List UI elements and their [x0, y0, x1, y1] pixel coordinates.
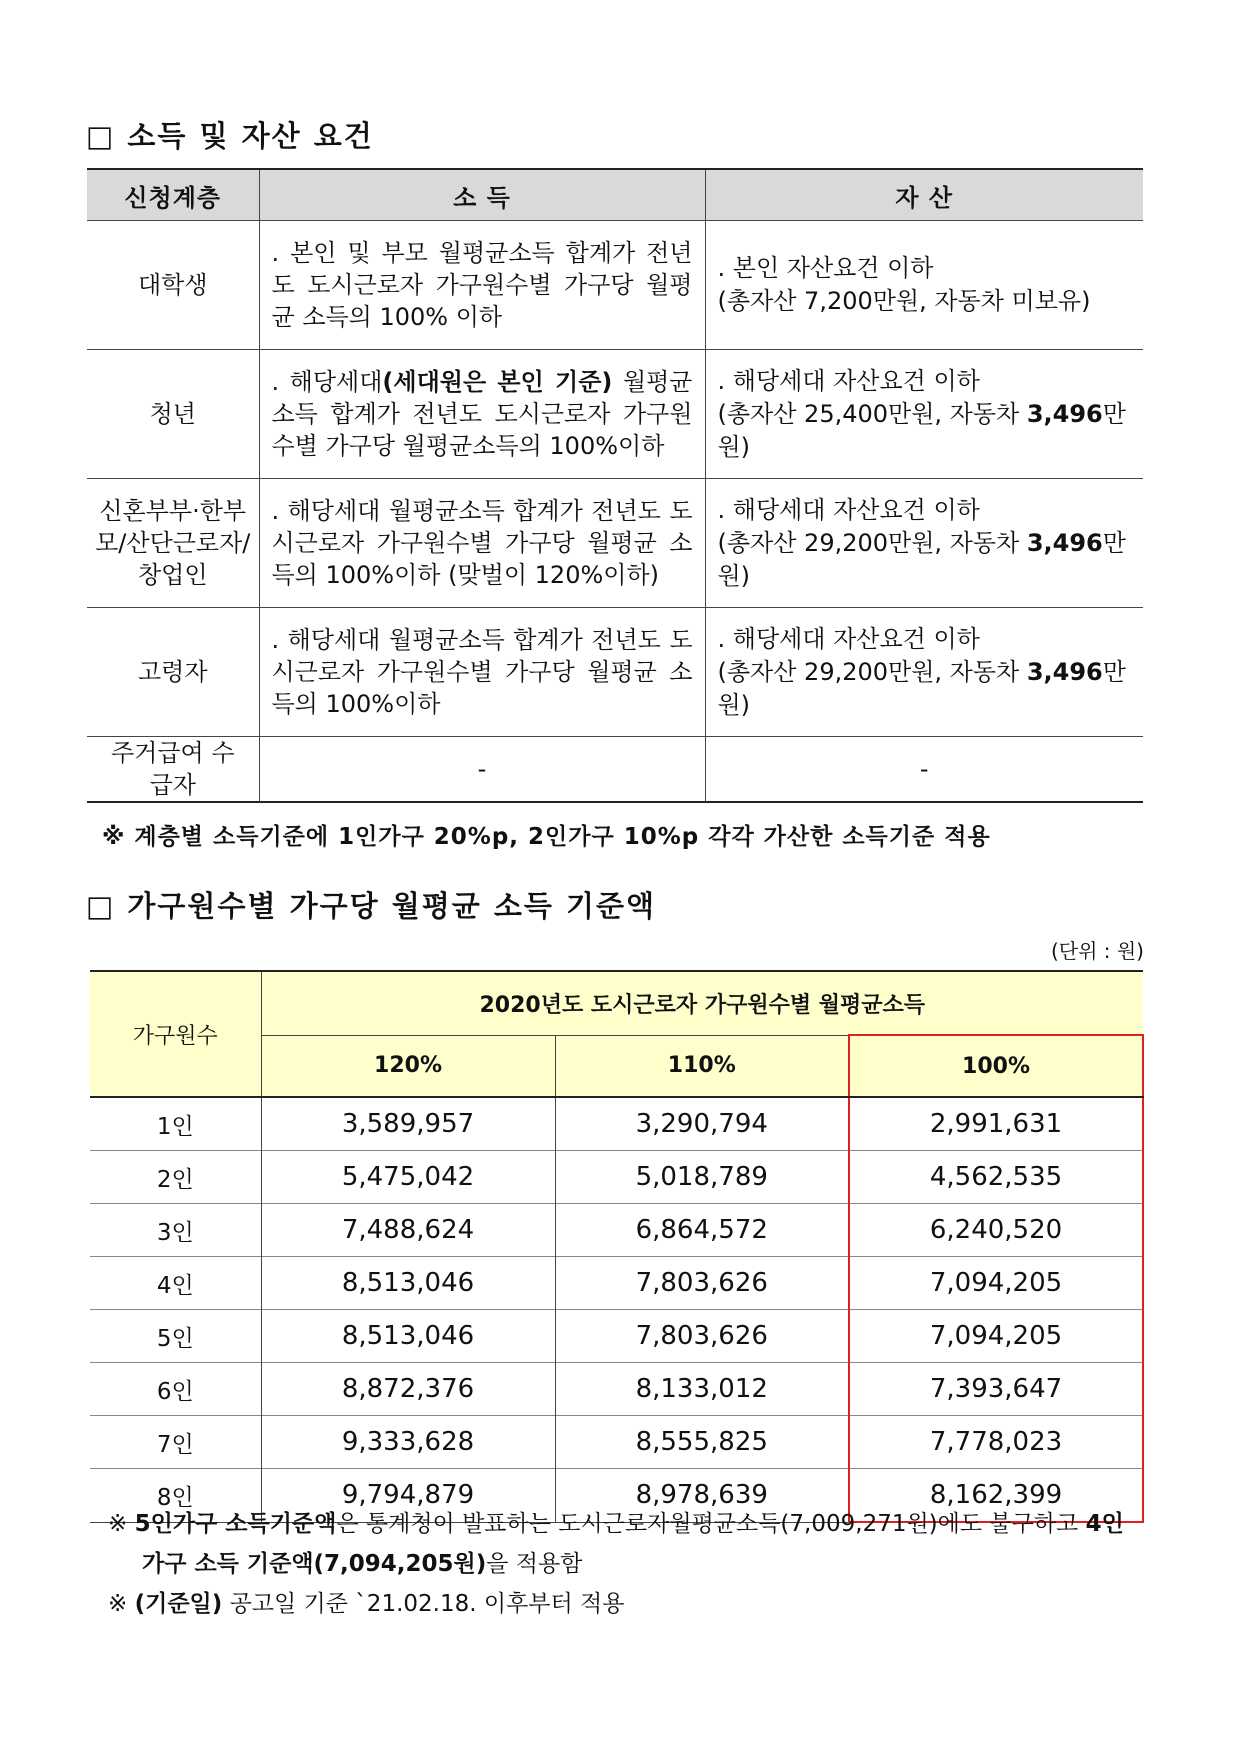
asset-line	[718, 656, 1132, 722]
table-row	[90, 1416, 1143, 1469]
section-title-income-standard	[86, 884, 656, 925]
table-row	[90, 1257, 1143, 1310]
note-bold-text: 4인	[1085, 1511, 1124, 1537]
asset-line: . 해당세대 자산요건 이하	[717, 495, 980, 524]
section-title-text: 가구원수별 가구당 월평균 소득 기준액	[127, 889, 657, 923]
value-100-cell: 7,393,647	[849, 1363, 1143, 1416]
asset-cell	[705, 479, 1143, 608]
group-cell: 신혼부부·한부모/산단근로자/창업인	[87, 479, 259, 608]
checkbox-square-icon: □	[86, 119, 116, 153]
income-text: 월평균소득 합계가 전년도 도시근로자 가구원수별 가구당 월평균소득의 100%이하	[271, 368, 693, 460]
asset-cell	[705, 608, 1143, 737]
household-size-cell: 6인	[90, 1363, 261, 1416]
income-bold-text: (세대원은 본인 기준)	[382, 368, 613, 396]
income-cell: . 본인 및 부모 월평균소득 합계가 전년도 도시근로자 가구원수별 가구당 월평균 소득의 100% 이하	[259, 221, 705, 350]
table-row	[90, 1097, 1143, 1151]
asset-line	[718, 398, 1132, 464]
note-bold-text: 가구 소득 기준액(7,094,205원)	[142, 1551, 487, 1577]
asset-bold-text: 3,496	[1026, 657, 1103, 686]
header-income-group: 2020년도 도시근로자 가구원수별 월평균소득	[261, 971, 1143, 1035]
value-110-cell: 3,290,794	[555, 1097, 849, 1151]
income-cell: . 해당세대 월평균소득 합계가 전년도 도시근로자 가구원수별 가구당 월평균 소득의 100%이하	[259, 608, 705, 737]
household-size-cell: 7인	[90, 1416, 261, 1469]
value-100-cell: 4,562,535	[849, 1151, 1143, 1204]
table-row	[90, 1310, 1143, 1363]
note-text: 을 적용함	[486, 1551, 583, 1577]
income-cell: . 해당세대 월평균소득 합계가 전년도 도시근로자 가구원수별 가구당 월평균 소득의 100%이하 (맞벌이 120%이하)	[259, 479, 705, 608]
asset-cell: -	[705, 737, 1143, 803]
income-cell	[259, 350, 705, 479]
household-size-cell: 3인	[90, 1204, 261, 1257]
unit-label: (단위 : 원)	[1050, 939, 1144, 963]
note-bold-text: 5인가구 소득기준액	[134, 1511, 337, 1537]
asset-bold-text: 3,496	[1026, 528, 1103, 557]
value-110-cell: 7,803,626	[555, 1310, 849, 1363]
value-110-cell: 8,133,012	[555, 1363, 849, 1416]
asset-cell	[705, 350, 1143, 479]
header-household-size: 가구원수	[90, 971, 261, 1097]
value-120-cell: 9,333,628	[261, 1416, 555, 1469]
table-row	[87, 221, 1143, 350]
household-size-cell: 2인	[90, 1151, 261, 1204]
header-110: 110%	[555, 1035, 849, 1097]
household-size-cell: 5인	[90, 1310, 261, 1363]
value-110-cell: 7,803,626	[555, 1257, 849, 1310]
asset-line: . 해당세대 자산요건 이하	[717, 366, 980, 395]
household-size-cell: 8인	[90, 1469, 261, 1523]
table-row	[90, 1151, 1143, 1204]
value-110-cell: 5,018,789	[555, 1151, 849, 1204]
base-date-note	[108, 1585, 624, 1618]
value-120-cell: 3,589,957	[261, 1097, 555, 1151]
asset-line: . 본인 자산요건 이하	[717, 254, 934, 282]
value-100-cell: 2,991,631	[849, 1097, 1143, 1151]
header-120: 120%	[261, 1035, 555, 1097]
value-120-cell: 8,513,046	[261, 1310, 555, 1363]
value-120-cell: 5,475,042	[261, 1151, 555, 1204]
asset-line	[718, 527, 1132, 593]
standard-note	[108, 1504, 1158, 1584]
section-title-text: 소득 및 자산 요건	[127, 119, 374, 153]
value-110-cell: 8,978,639	[555, 1469, 849, 1523]
group-cell: 청년	[87, 350, 259, 479]
value-100-cell: 8,162,399	[849, 1469, 1143, 1523]
asset-line: . 해당세대 자산요건 이하	[717, 624, 980, 653]
income-text: . 해당세대	[271, 368, 383, 396]
value-100-cell: 7,094,205	[849, 1310, 1143, 1363]
asset-text: 만원)	[717, 657, 1126, 719]
value-120-cell: 8,513,046	[261, 1257, 555, 1310]
income-standard-table	[90, 970, 1144, 1523]
note-mark: ※	[108, 1591, 128, 1617]
household-size-cell: 4인	[90, 1257, 261, 1310]
table-row	[87, 350, 1143, 479]
note-text: 공고일 기준 `21.02.18. 이후부터 적용	[222, 1591, 625, 1617]
group-cell: 대학생	[87, 221, 259, 350]
value-100-cell: 7,094,205	[849, 1257, 1143, 1310]
table-row	[87, 608, 1143, 737]
header-100: 100%	[849, 1035, 1143, 1097]
income-asset-table	[87, 168, 1143, 803]
note-line2	[108, 1544, 1158, 1584]
table-row	[90, 1204, 1143, 1257]
asset-text: 만원)	[717, 399, 1126, 461]
value-120-cell: 8,872,376	[261, 1363, 555, 1416]
section-title-income-asset	[86, 114, 374, 155]
checkbox-square-icon: □	[86, 889, 116, 923]
value-120-cell: 9,794,879	[261, 1469, 555, 1523]
asset-text: 만원)	[717, 528, 1126, 590]
table-row	[87, 737, 1143, 803]
asset-cell	[705, 221, 1143, 350]
value-110-cell: 8,555,825	[555, 1416, 849, 1469]
note-bold-text: (기준일)	[134, 1591, 223, 1617]
asset-text: (총자산 29,200만원, 자동차	[717, 657, 1027, 686]
asset-text: (총자산 25,400만원, 자동차	[717, 399, 1027, 428]
group-cell: 고령자	[87, 608, 259, 737]
asset-line: (총자산 7,200만원, 자동차 미보유)	[717, 287, 1091, 315]
table-row	[90, 1363, 1143, 1416]
value-100-cell: 7,778,023	[849, 1416, 1143, 1469]
header-income: 소 득	[259, 169, 705, 221]
value-120-cell: 7,488,624	[261, 1204, 555, 1257]
note-text: 은 통계청이 발표하는 도시근로자월평균소득(7,009,271원)에도 불구하고	[336, 1511, 1086, 1537]
asset-text: (총자산 29,200만원, 자동차	[717, 528, 1027, 557]
table-row	[87, 479, 1143, 608]
value-110-cell: 6,864,572	[555, 1204, 849, 1257]
income-cell: -	[259, 737, 705, 803]
header-asset: 자 산	[705, 169, 1143, 221]
asset-bold-text: 3,496	[1026, 399, 1103, 428]
group-cell: 주거급여 수급자	[87, 737, 259, 803]
income-note: ※ 계층별 소득기준에 1인가구 20%p, 2인가구 10%p 각각 가산한 소득기준 적용	[102, 824, 991, 850]
household-size-cell: 1인	[156, 1113, 194, 1140]
note-mark: ※	[108, 1511, 128, 1537]
header-applicant-group: 신청계층	[87, 169, 259, 221]
value-100-cell: 6,240,520	[849, 1204, 1143, 1257]
